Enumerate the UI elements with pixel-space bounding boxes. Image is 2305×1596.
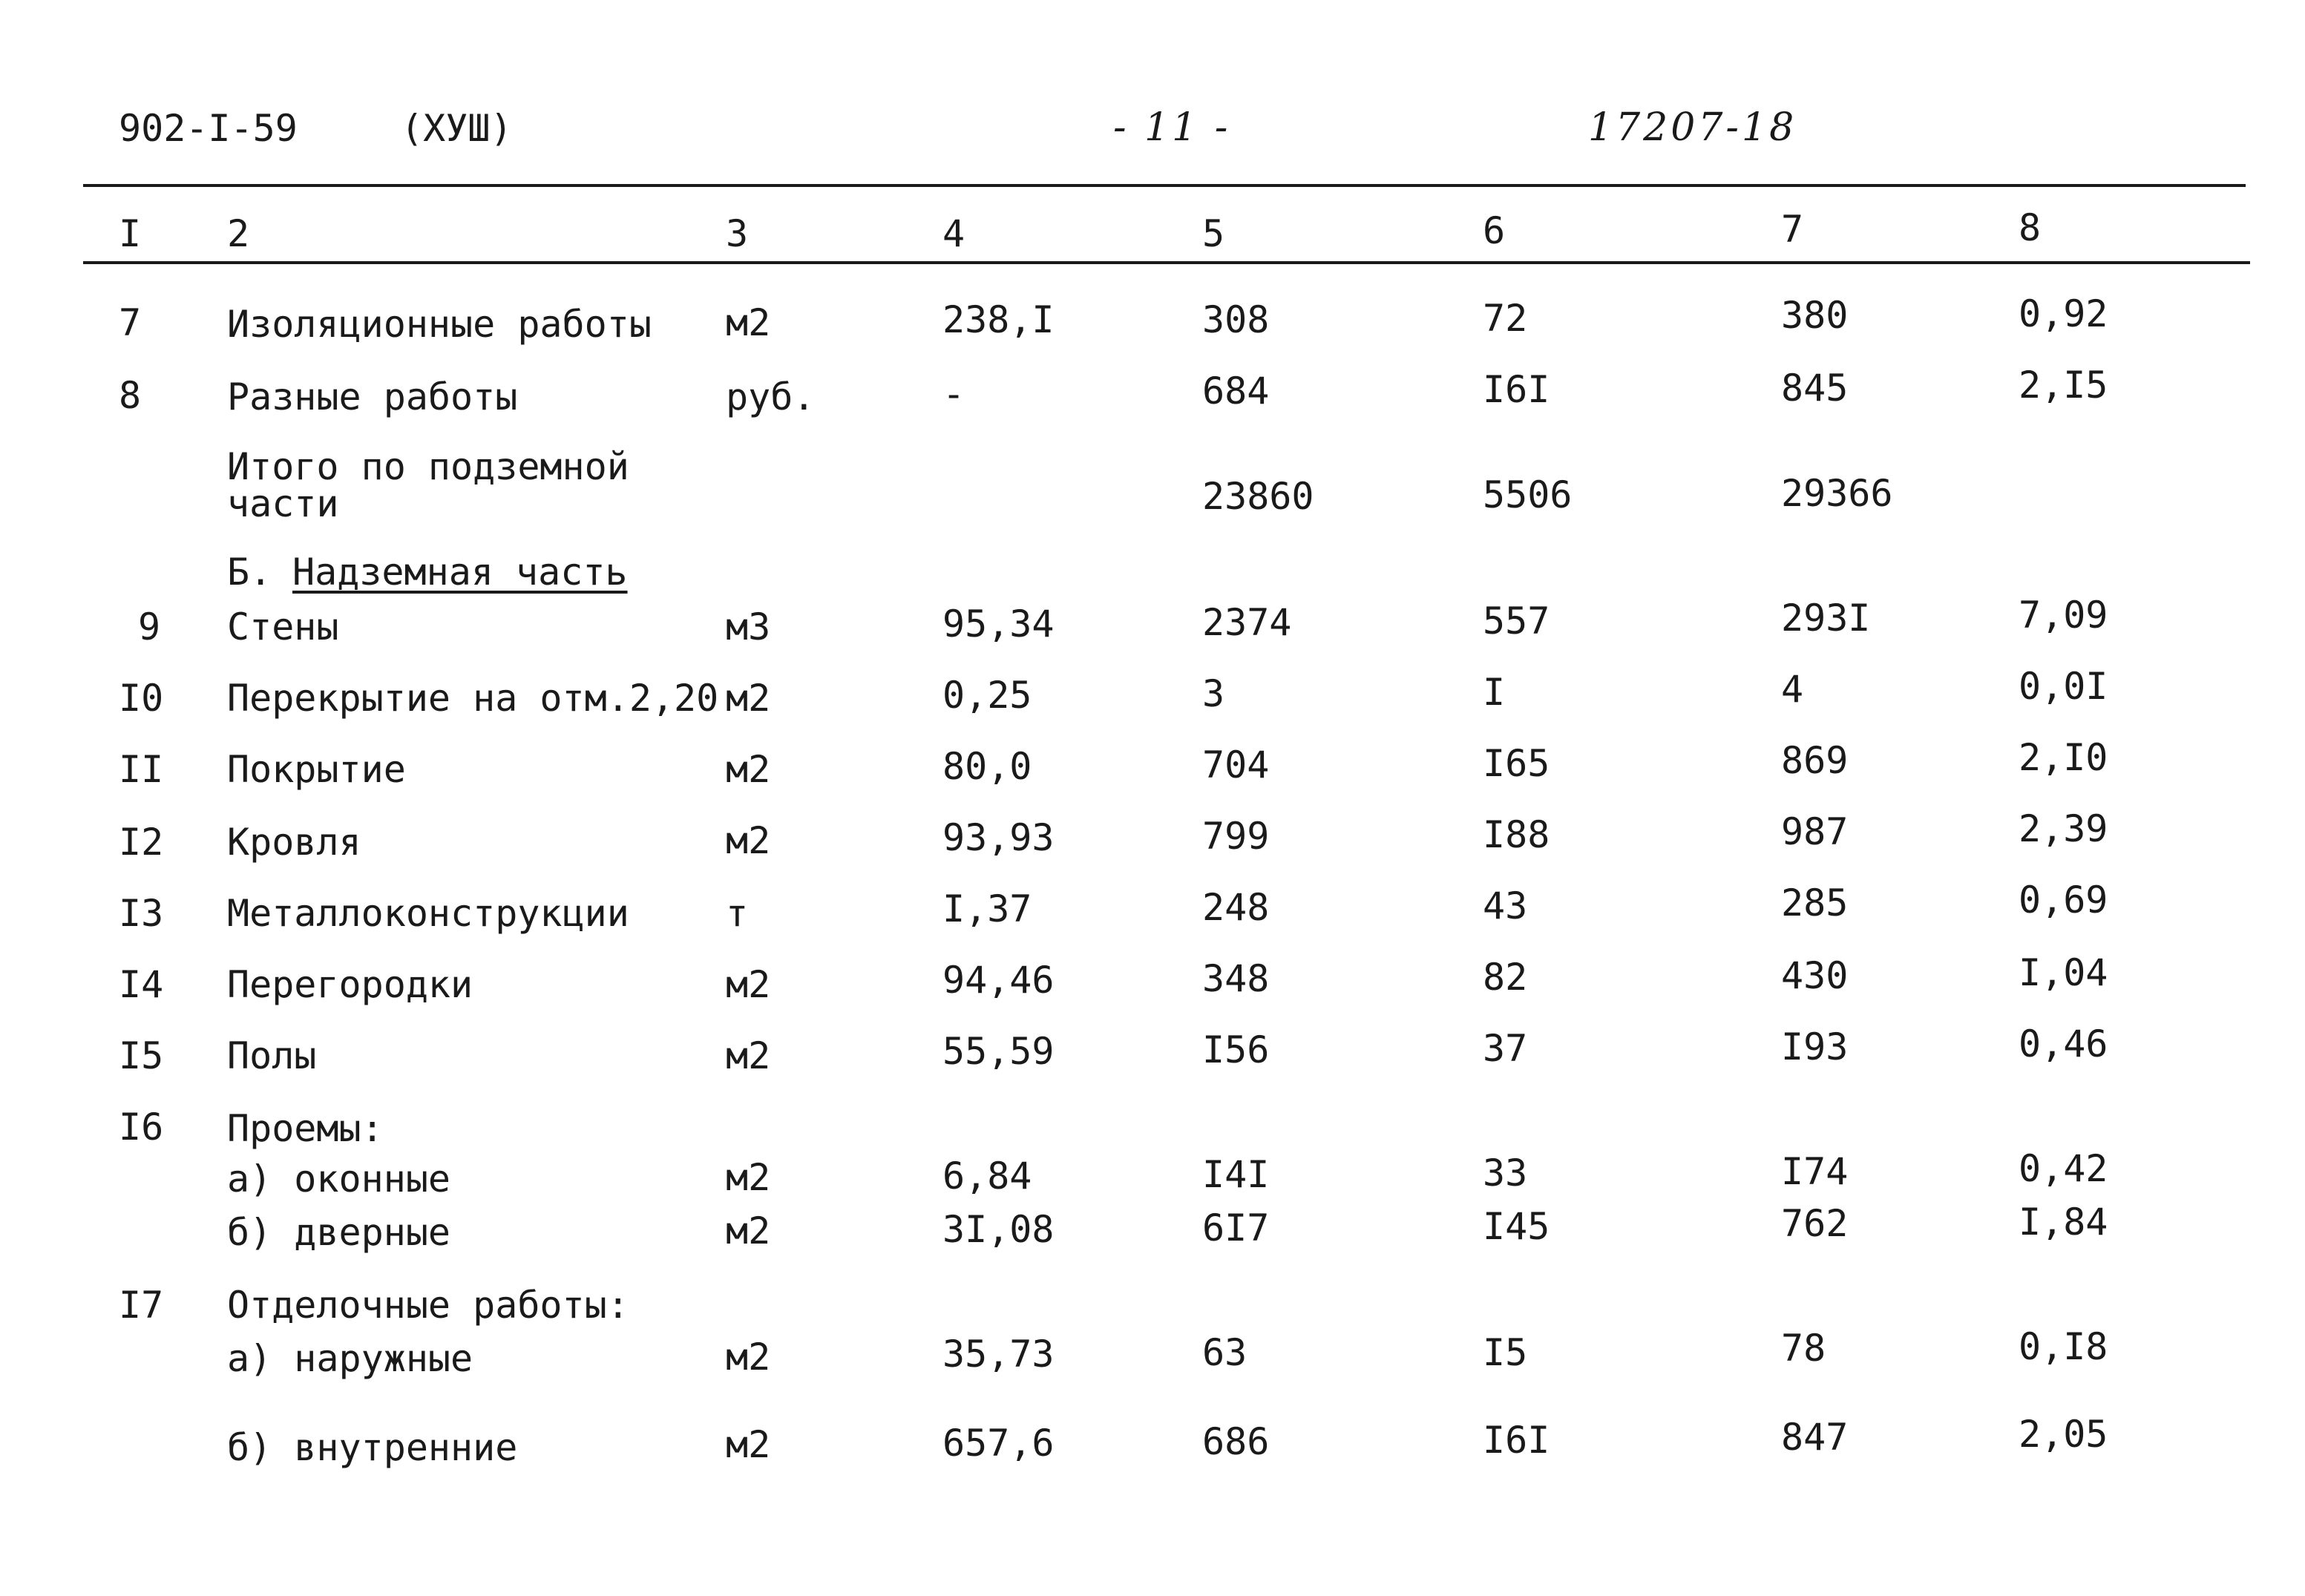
work-name: Разные работы bbox=[227, 375, 518, 418]
row-number: I0 bbox=[119, 677, 164, 720]
percent-value: 2,I5 bbox=[2019, 364, 2108, 407]
cost-value: 82 bbox=[1483, 956, 1528, 999]
percent-value: 0,42 bbox=[2019, 1147, 2108, 1190]
volume-value: 0,25 bbox=[942, 674, 1032, 717]
total-value: 430 bbox=[1781, 954, 1849, 997]
row-number: I4 bbox=[119, 963, 164, 1006]
volume-value: 657,6 bbox=[942, 1422, 1055, 1465]
unit: м3 bbox=[726, 605, 771, 648]
percent-value: 2,I0 bbox=[2019, 736, 2108, 779]
total-value: I93 bbox=[1781, 1025, 1849, 1068]
total-value: 987 bbox=[1781, 810, 1849, 853]
unit: м2 bbox=[726, 301, 771, 344]
subtotal-value: 23860 bbox=[1202, 475, 1314, 518]
total-value: 845 bbox=[1781, 367, 1849, 410]
volume-value: 238,I bbox=[942, 298, 1055, 341]
percent-value: 0,0I bbox=[2019, 665, 2108, 708]
cost-value: 348 bbox=[1202, 957, 1270, 1000]
unit: м2 bbox=[726, 1156, 771, 1199]
unit: м2 bbox=[726, 748, 771, 791]
subtotal-value: 29366 bbox=[1781, 472, 1893, 515]
total-value: 293I bbox=[1781, 597, 1871, 640]
volume-value: - bbox=[942, 372, 965, 416]
cost-value: 686 bbox=[1202, 1420, 1270, 1463]
cost-value: I88 bbox=[1483, 813, 1550, 856]
row-number: I2 bbox=[119, 821, 164, 864]
work-name: Кровля bbox=[227, 821, 361, 864]
cost-value: 704 bbox=[1202, 743, 1270, 786]
column-header: 7 bbox=[1781, 208, 1804, 251]
column-header: I bbox=[119, 212, 142, 255]
column-header: 8 bbox=[2019, 206, 2042, 249]
percent-value: 0,46 bbox=[2019, 1022, 2108, 1065]
work-name: Отделочные работы: bbox=[227, 1284, 629, 1327]
header-bottom-rule bbox=[83, 261, 2250, 264]
row-number: II bbox=[119, 748, 164, 791]
unit: м2 bbox=[726, 819, 771, 862]
total-value: 78 bbox=[1781, 1327, 1826, 1370]
column-header: 4 bbox=[942, 212, 965, 255]
row-number: 7 bbox=[119, 301, 142, 344]
cost-value: I45 bbox=[1483, 1205, 1550, 1248]
cost-value: 557 bbox=[1483, 600, 1550, 643]
cost-value: 6I7 bbox=[1202, 1206, 1270, 1249]
column-header: 2 bbox=[227, 212, 250, 255]
page-number: - 11 - bbox=[1113, 105, 1231, 150]
work-name: Изоляционные работы bbox=[227, 303, 652, 346]
work-name: Перегородки bbox=[227, 963, 473, 1006]
percent-value: 2,05 bbox=[2019, 1413, 2108, 1456]
volume-value: 55,59 bbox=[942, 1030, 1055, 1073]
project-number: 17207-18 bbox=[1588, 105, 1797, 150]
header-top-rule bbox=[83, 184, 2246, 187]
unit: т bbox=[726, 892, 749, 935]
section-title: Надземная часть bbox=[292, 551, 628, 594]
work-name: а) оконные bbox=[227, 1157, 451, 1201]
cost-value: 308 bbox=[1202, 298, 1270, 341]
column-header: 6 bbox=[1483, 209, 1506, 252]
row-number: I5 bbox=[119, 1034, 164, 1077]
cost-value: I6I bbox=[1483, 368, 1550, 411]
unit: м2 bbox=[726, 1336, 771, 1379]
total-value: 762 bbox=[1781, 1202, 1849, 1245]
cost-value: 33 bbox=[1483, 1152, 1528, 1195]
percent-value: I,84 bbox=[2019, 1201, 2108, 1244]
unit: м2 bbox=[726, 1209, 771, 1252]
column-header: 5 bbox=[1202, 212, 1225, 255]
cost-value: 37 bbox=[1483, 1027, 1528, 1070]
cost-value: 63 bbox=[1202, 1331, 1247, 1374]
total-value: I74 bbox=[1781, 1150, 1849, 1193]
work-name: Стены bbox=[227, 605, 339, 648]
cost-value: I5 bbox=[1483, 1331, 1528, 1374]
percent-value: I,04 bbox=[2019, 951, 2108, 994]
work-name: а) наружные bbox=[227, 1337, 473, 1380]
cost-value: 2374 bbox=[1202, 601, 1292, 644]
row-number: I3 bbox=[119, 892, 164, 935]
volume-value: 94,46 bbox=[942, 959, 1055, 1002]
row-number: I7 bbox=[119, 1284, 164, 1327]
cost-value: I4I bbox=[1202, 1153, 1270, 1196]
work-name: Перекрытие на отм.2,20 bbox=[227, 677, 719, 720]
unit: м2 bbox=[726, 963, 771, 1006]
cost-value: I bbox=[1483, 671, 1506, 714]
volume-value: 80,0 bbox=[942, 745, 1032, 788]
percent-value: 7,09 bbox=[2019, 594, 2108, 637]
cost-value: 684 bbox=[1202, 370, 1270, 413]
subtotal-label-line2: части bbox=[227, 482, 339, 525]
unit: м2 bbox=[726, 1423, 771, 1466]
percent-value: 0,92 bbox=[2019, 292, 2108, 335]
unit: м2 bbox=[726, 677, 771, 720]
volume-value: 6,84 bbox=[942, 1155, 1032, 1198]
cost-value: 72 bbox=[1483, 297, 1528, 340]
total-value: 847 bbox=[1781, 1416, 1849, 1459]
cost-value: I56 bbox=[1202, 1028, 1270, 1071]
work-name: Металлоконструкции bbox=[227, 892, 629, 935]
row-number: 9 bbox=[138, 605, 161, 648]
work-name: б) дверные bbox=[227, 1211, 451, 1254]
percent-value: 0,69 bbox=[2019, 879, 2108, 922]
cost-value: 43 bbox=[1483, 884, 1528, 927]
volume-value: 95,34 bbox=[942, 602, 1055, 646]
row-number: 8 bbox=[119, 374, 142, 417]
work-name: б) внутренние bbox=[227, 1426, 518, 1469]
section-prefix: Б. bbox=[227, 551, 272, 594]
work-name: Проемы: bbox=[227, 1107, 384, 1150]
unit: м2 bbox=[726, 1034, 771, 1077]
unit: руб. bbox=[726, 375, 816, 418]
cost-value: 3 bbox=[1202, 672, 1225, 715]
cost-value: 248 bbox=[1202, 886, 1270, 929]
percent-value: 2,39 bbox=[2019, 807, 2108, 850]
volume-value: 35,73 bbox=[942, 1333, 1055, 1376]
subtotal-label-line1: Итого по подземной bbox=[227, 445, 629, 488]
cost-value: I65 bbox=[1483, 742, 1550, 785]
subtotal-value: 5506 bbox=[1483, 473, 1573, 516]
volume-value: 3I,08 bbox=[942, 1208, 1055, 1251]
column-header: 3 bbox=[726, 212, 749, 255]
row-number: I6 bbox=[119, 1106, 164, 1149]
cost-value: 799 bbox=[1202, 815, 1270, 858]
total-value: 4 bbox=[1781, 668, 1804, 711]
cost-value: I6I bbox=[1483, 1419, 1550, 1462]
work-name: Покрытие bbox=[227, 748, 406, 791]
total-value: 380 bbox=[1781, 294, 1849, 337]
work-name: Полы bbox=[227, 1034, 317, 1077]
percent-value: 0,I8 bbox=[2019, 1325, 2108, 1368]
total-value: 869 bbox=[1781, 739, 1849, 782]
doc-code: 902-I-59 bbox=[119, 107, 298, 150]
volume-value: 93,93 bbox=[942, 816, 1055, 859]
total-value: 285 bbox=[1781, 881, 1849, 925]
volume-label: (ХУШ) bbox=[401, 107, 513, 150]
volume-value: I,37 bbox=[942, 887, 1032, 930]
